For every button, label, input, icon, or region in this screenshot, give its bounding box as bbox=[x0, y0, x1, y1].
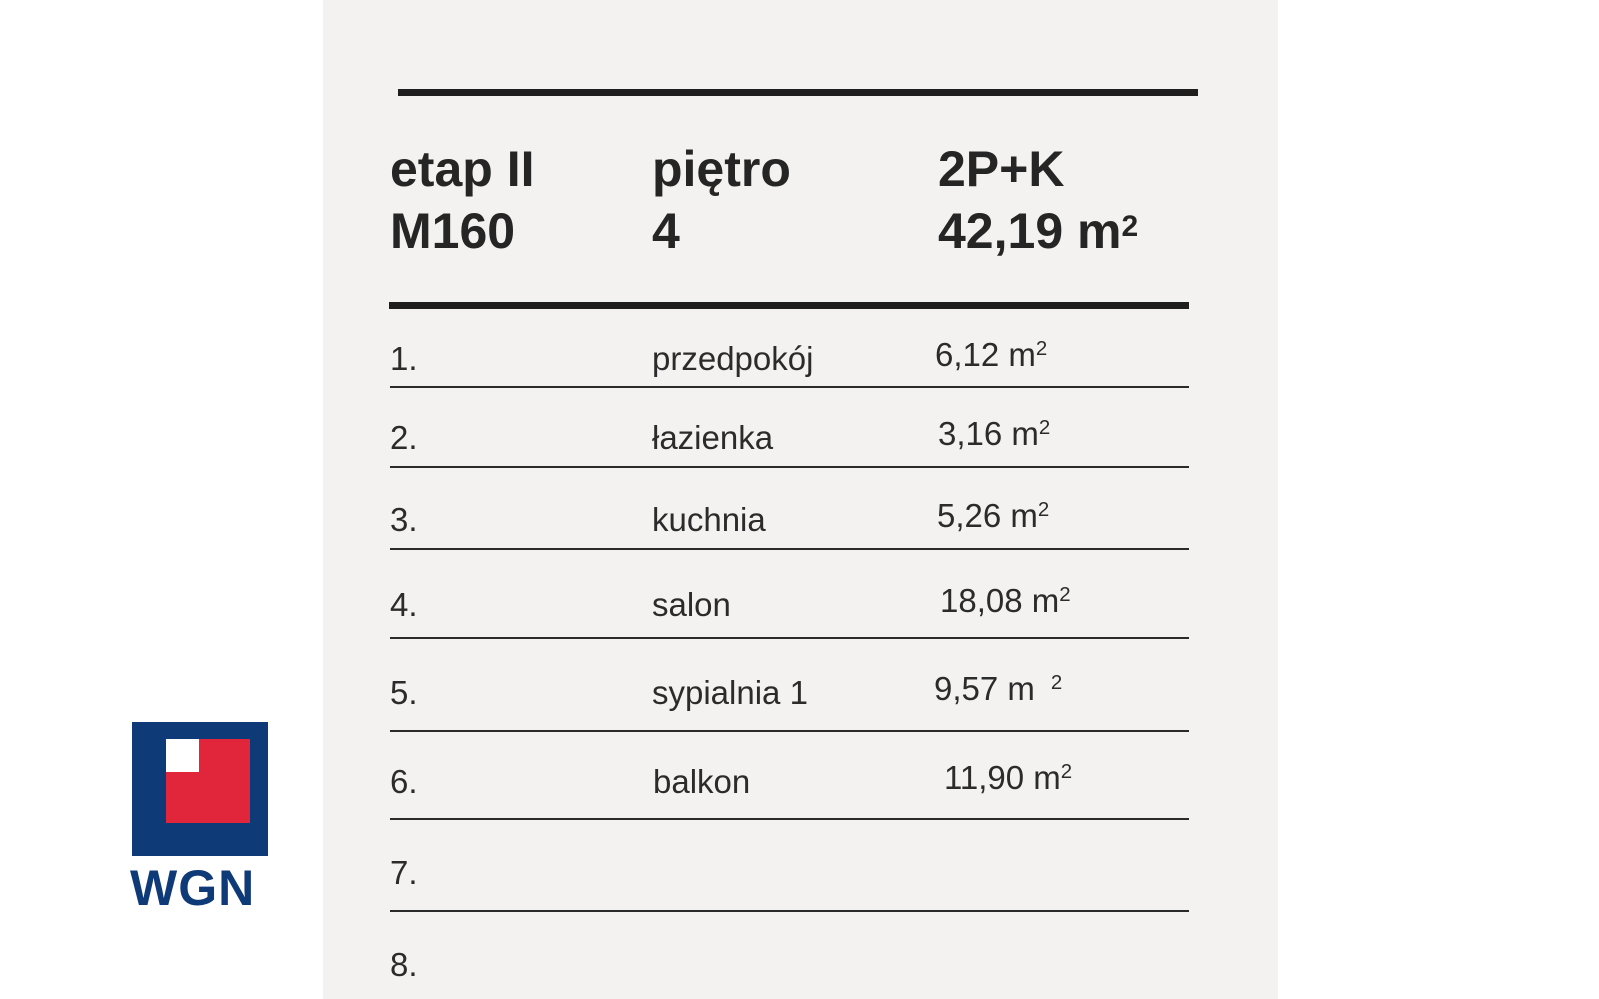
room-area bbox=[935, 335, 1047, 375]
total-area-sup: 2 bbox=[1121, 210, 1139, 243]
room-number: 6. bbox=[390, 763, 418, 800]
room-area bbox=[944, 758, 1072, 798]
row-divider bbox=[390, 548, 1189, 550]
floor-label: piętro bbox=[652, 141, 791, 197]
room-area-value: 11,90 m bbox=[944, 759, 1061, 796]
row-divider bbox=[390, 386, 1189, 388]
room-number: 8. bbox=[390, 946, 418, 983]
row-divider bbox=[390, 466, 1189, 468]
room-number: 3. bbox=[390, 501, 418, 538]
room-area bbox=[940, 581, 1071, 621]
row-divider bbox=[390, 910, 1189, 912]
room-area-value: 6,12 m bbox=[935, 336, 1036, 373]
logo-white-square bbox=[166, 739, 199, 772]
total-area bbox=[938, 200, 1138, 262]
room-name: sypialnia 1 bbox=[652, 674, 808, 711]
top-rule bbox=[398, 89, 1198, 96]
room-area-sup: 2 bbox=[1050, 671, 1063, 694]
room-number: 7. bbox=[390, 854, 418, 891]
room-area-value: 3,16 m bbox=[938, 415, 1039, 452]
header-rule bbox=[389, 302, 1189, 309]
unit-label: M160 bbox=[390, 203, 516, 259]
header-layout bbox=[938, 138, 1138, 262]
room-number: 2. bbox=[390, 419, 418, 456]
stage-label: etap II bbox=[390, 141, 535, 197]
room-area bbox=[934, 669, 1062, 709]
room-area-value: 5,26 m bbox=[937, 497, 1038, 534]
row-divider bbox=[390, 637, 1189, 639]
header-stage bbox=[390, 138, 534, 262]
row-divider bbox=[390, 730, 1189, 732]
floor-value: 4 bbox=[652, 203, 680, 259]
room-name: przedpokój bbox=[652, 340, 814, 377]
floor-plan-info-sheet bbox=[323, 0, 1278, 999]
room-number: 1. bbox=[390, 340, 418, 377]
room-area-value: 9,57 m bbox=[934, 670, 1035, 707]
room-name: salon bbox=[652, 586, 731, 623]
room-name: balkon bbox=[653, 763, 751, 800]
logo-text: WGN bbox=[130, 860, 256, 916]
room-area bbox=[938, 414, 1050, 454]
wgn-logo bbox=[132, 722, 268, 856]
room-area-sup: 2 bbox=[1038, 416, 1051, 439]
room-area bbox=[937, 496, 1049, 536]
room-name: kuchnia bbox=[652, 501, 766, 538]
layout-label: 2P+K bbox=[938, 141, 1065, 197]
room-area-sup: 2 bbox=[1037, 498, 1050, 521]
row-divider bbox=[390, 818, 1189, 820]
room-area-sup: 2 bbox=[1060, 760, 1073, 783]
room-number: 5. bbox=[390, 674, 418, 711]
header-floor bbox=[652, 138, 791, 262]
room-area-sup: 2 bbox=[1059, 583, 1071, 606]
total-area-value: 42,19 m bbox=[938, 203, 1122, 259]
room-area-sup: 2 bbox=[1035, 337, 1048, 360]
room-area-value: 18,08 m bbox=[940, 582, 1060, 619]
room-name: łazienka bbox=[652, 419, 774, 456]
room-number: 4. bbox=[390, 586, 418, 623]
